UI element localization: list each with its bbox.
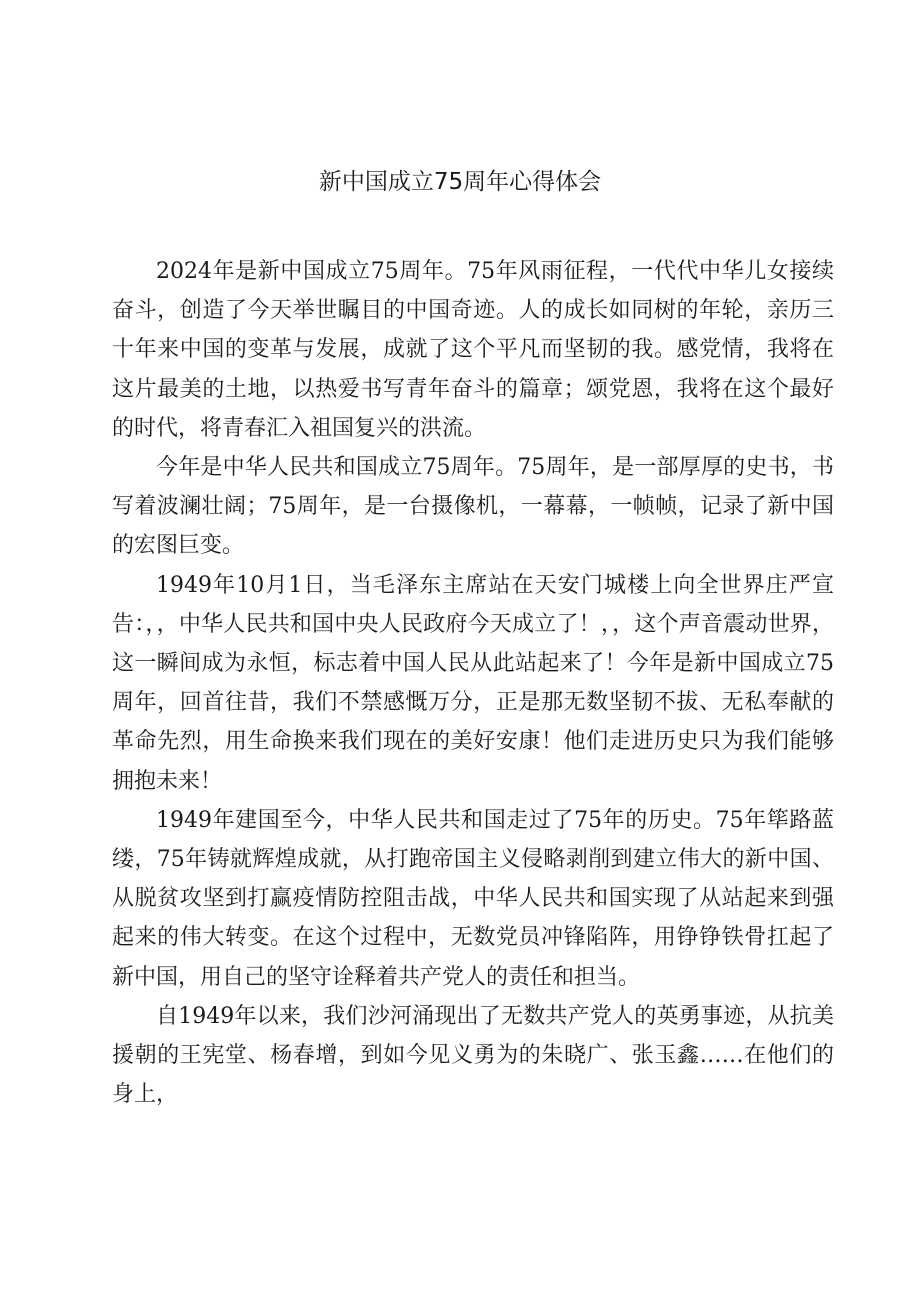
document-body — [112, 252, 834, 1114]
paragraph: 1949年建国至今，中华人民共和国走过了75年的历史。75年筚路蓝缕，75年铸就辉煌成就，从打跑帝国主义侵略剥削到建立伟大的新中国、从脱贫攻坚到打赢疫情防控阻击战，中华人民共和国实现了从站起来到强起来的伟大转变。在这个过程中，无数党员冲锋陷阵，用铮铮铁骨扛起了新中国，用自己的坚守诠释着共产党人的责任和担当。 — [112, 807, 834, 990]
paragraph: 1949年10月1日，当毛泽东主席站在天安门城楼上向全世界庄严宣告：，，中华人民共和国中央人民政府今天成立了！，，这个声音震动世界，这一瞬间成为永恒，标志着中国人民从此站起来了！今年是新中国成立75周年，回首往昔，我们不禁感慨万分，正是那无数坚韧不拔、无私奉献的革命先烈，用生命换来我们现在的美好安康！他们走进历史只为我们能够拥抱未来！ — [112, 572, 834, 794]
paragraph: 今年是中华人民共和国成立75周年。75周年，是一部厚厚的史书，书写着波澜壮阔；75周年，是一台摄像机，一幕幕，一帧帧，记录了新中国的宏图巨变。 — [112, 455, 834, 559]
paragraph: 2024年是新中国成立75周年。75年风雨征程，一代代中华儿女接续奋斗，创造了今天举世瞩目的中国奇迹。人的成长如同树的年轮，亲历三十年来中国的变革与发展，成就了这个平凡而坚韧的我。感党情，我将在这片最美的土地，以热爱书写青年奋斗的篇章；颂党恩，我将在这个最好的时代，将青春汇入祖国复兴的洪流。 — [112, 259, 834, 441]
paragraph: 自1949年以来，我们沙河涌现出了无数共产党人的英勇事迹，从抗美援朝的王宪堂、杨春增，到如今见义勇为的朱晓广、张玉鑫……在他们的身上， — [112, 1003, 834, 1108]
document-title: 新中国成立75周年心得体会 — [318, 169, 602, 195]
